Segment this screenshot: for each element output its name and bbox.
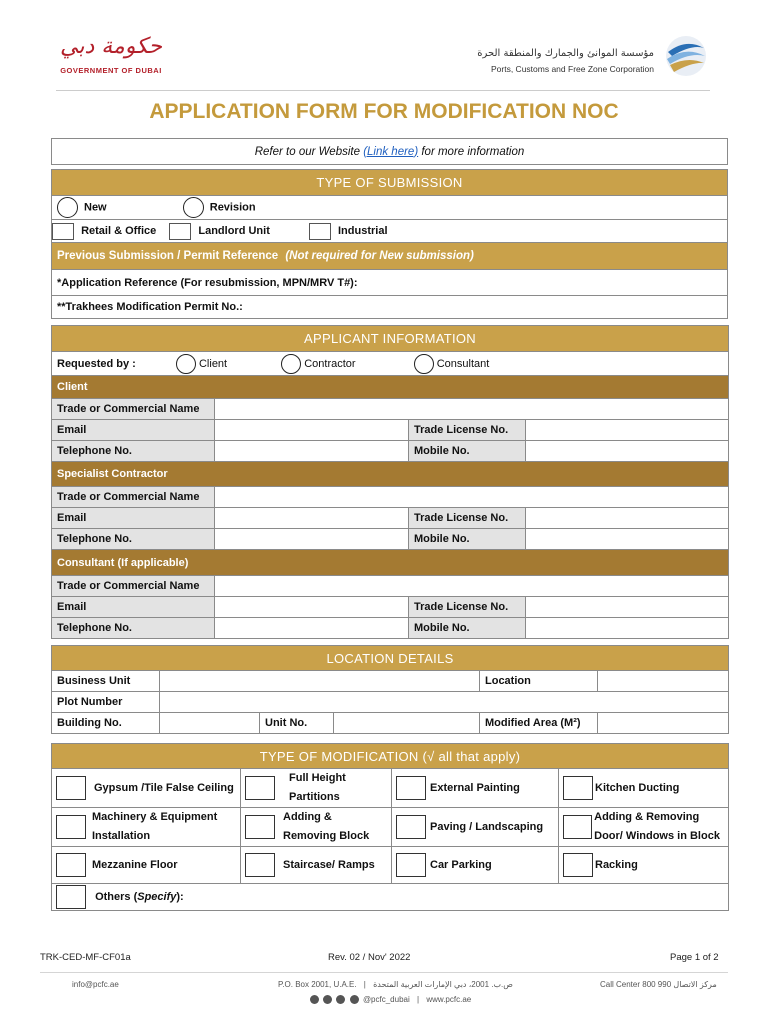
header-divider [56, 90, 710, 91]
new-radio[interactable] [57, 197, 78, 218]
website-note [52, 139, 728, 165]
unit-no-input[interactable] [334, 713, 480, 734]
twitter-icon[interactable] [323, 995, 332, 1004]
linkedin-icon[interactable] [350, 995, 359, 1004]
footer-social-handle[interactable]: @pcfc_dubai [362, 995, 410, 1004]
machinery-label: Machinery & Equipment Installation [92, 811, 218, 842]
external-painting-checkbox[interactable] [396, 776, 426, 800]
racking-cell [559, 847, 729, 884]
consultant-email-input[interactable] [215, 597, 409, 618]
modification-table [51, 743, 729, 911]
racking-label: Racking [595, 858, 638, 871]
contractor-trade-license-input[interactable] [526, 508, 729, 529]
client-trade-name-input[interactable] [215, 399, 729, 420]
pcfc-name-arabic: مؤسسة الموانئ والجمارك والمنطقة الحرة [477, 48, 654, 59]
adding-removing-block-cell [241, 808, 392, 847]
trakhees-permit-field[interactable]: **Trakhees Modification Permit No.: [52, 296, 728, 319]
consultant-trade-name-label: Trade or Commercial Name [52, 576, 215, 597]
landlord-unit-label: Landlord Unit [198, 224, 270, 237]
contractor-mobile-input[interactable] [526, 529, 729, 550]
contractor-mobile-label: Mobile No. [409, 529, 526, 550]
footer-call-center: Call Center 800 990 مركز الاتصال [600, 980, 717, 989]
retail-office-label: Retail & Office [81, 224, 157, 237]
modified-area-input[interactable] [598, 713, 729, 734]
external-painting-cell [392, 769, 559, 808]
consultant-radio-label: Consultant [436, 357, 490, 370]
form-code: TRK-CED-MF-CF01a [40, 952, 131, 963]
mezzanine-cell [52, 847, 241, 884]
adding-removing-door-label: Adding & Removing Door/ Windows in Block [594, 811, 720, 842]
others-checkbox[interactable] [56, 885, 86, 909]
retail-office-checkbox[interactable] [52, 223, 74, 240]
gov-logo-english: GOVERNMENT OF DUBAI [60, 66, 162, 75]
footer-website[interactable]: www.pcfc.ae [426, 995, 472, 1004]
requested-by-label: Requested by : [57, 357, 136, 370]
paving-cell [392, 808, 559, 847]
adding-removing-door-checkbox[interactable] [563, 815, 592, 839]
website-link[interactable]: (Link here) [363, 145, 419, 158]
submission-table [51, 169, 728, 319]
submission-type-row [52, 196, 728, 220]
mezzanine-checkbox[interactable] [56, 853, 86, 877]
gypsum-cell [52, 769, 241, 808]
consultant-telephone-input[interactable] [215, 618, 409, 639]
contractor-email-input[interactable] [215, 508, 409, 529]
kitchen-ducting-checkbox[interactable] [563, 776, 593, 800]
previous-submission-heading [52, 243, 728, 270]
pcfc-logo [470, 30, 710, 80]
application-reference-field[interactable]: *Application Reference (For resubmission, MPN/MRV T#): [52, 270, 728, 296]
gov-logo-arabic: حكومة دبي [60, 34, 162, 59]
footer-separator-2: | [417, 995, 420, 1004]
location-input[interactable] [598, 671, 729, 692]
gypsum-checkbox[interactable] [56, 776, 86, 800]
footer-social [310, 995, 471, 1004]
footer-address [278, 980, 513, 989]
footer-address-en: P.O. Box 2001, U.A.E. [278, 980, 357, 989]
submission-heading: TYPE OF SUBMISSION [52, 170, 728, 196]
website-note-post: for more information [418, 145, 525, 158]
contractor-radio[interactable] [281, 354, 301, 374]
plot-number-label: Plot Number [52, 692, 160, 713]
contractor-telephone-label: Telephone No. [52, 529, 215, 550]
kitchen-ducting-cell [559, 769, 729, 808]
client-radio-label: Client [198, 357, 228, 370]
previous-submission-title: Previous Submission / Permit Reference [57, 250, 279, 262]
category-row [52, 220, 728, 243]
facebook-icon[interactable] [336, 995, 345, 1004]
applicant-table [51, 325, 729, 639]
machinery-checkbox[interactable] [56, 815, 86, 839]
business-unit-label: Business Unit [52, 671, 160, 692]
location-label: Location [480, 671, 598, 692]
contractor-trade-name-label: Trade or Commercial Name [52, 487, 215, 508]
full-height-cell [241, 769, 392, 808]
full-height-label: Full Height Partitions [289, 772, 346, 803]
machinery-cell [52, 808, 241, 847]
staircase-cell [241, 847, 392, 884]
industrial-checkbox[interactable] [309, 223, 331, 240]
footer-divider [40, 972, 728, 973]
client-mobile-label: Mobile No. [409, 441, 526, 462]
website-note-table [51, 138, 728, 165]
racking-checkbox[interactable] [563, 853, 593, 877]
government-of-dubai-logo [56, 32, 166, 80]
revision-radio[interactable] [183, 197, 204, 218]
staircase-checkbox[interactable] [245, 853, 275, 877]
gypsum-label: Gypsum /Tile False Ceiling [94, 781, 234, 794]
adding-removing-door-cell [559, 808, 729, 847]
website-note-pre: Refer to our Website [254, 145, 364, 158]
consultant-trade-name-input[interactable] [215, 576, 729, 597]
previous-submission-note: (Not required for New submission) [285, 250, 474, 262]
client-trade-license-label: Trade License No. [409, 420, 526, 441]
consultant-radio[interactable] [414, 354, 434, 374]
footer-email[interactable]: info@pcfc.ae [72, 980, 119, 989]
client-telephone-input[interactable] [215, 441, 409, 462]
adding-removing-block-checkbox[interactable] [245, 815, 275, 839]
staircase-label: Staircase/ Ramps [283, 858, 375, 871]
adding-removing-block-label: Adding & Removing Block [283, 811, 370, 842]
client-radio[interactable] [176, 354, 196, 374]
client-section-header: Client [52, 376, 729, 399]
contractor-trade-license-label: Trade License No. [409, 508, 526, 529]
contractor-email-label: Email [52, 508, 215, 529]
page-number: Page 1 of 2 [670, 952, 719, 963]
others-specify: Specify [137, 890, 177, 903]
consultant-trade-license-label: Trade License No. [409, 597, 526, 618]
client-email-label: Email [52, 420, 215, 441]
consultant-mobile-input[interactable] [526, 618, 729, 639]
business-unit-input[interactable] [160, 671, 480, 692]
revision-info: Rev. 02 / Nov' 2022 [328, 952, 411, 963]
kitchen-ducting-label: Kitchen Ducting [595, 781, 680, 794]
landlord-unit-checkbox[interactable] [169, 223, 191, 240]
location-heading: LOCATION DETAILS [52, 646, 729, 671]
modified-area-label: Modified Area (M²) [480, 713, 598, 734]
consultant-mobile-label: Mobile No. [409, 618, 526, 639]
plot-number-input[interactable] [160, 692, 729, 713]
full-height-checkbox[interactable] [245, 776, 275, 800]
car-parking-cell [392, 847, 559, 884]
contractor-radio-label: Contractor [304, 357, 356, 370]
requested-by-row [52, 352, 729, 376]
others-label: Others ( [95, 890, 138, 903]
contractor-telephone-input[interactable] [215, 529, 409, 550]
applicant-heading: APPLICANT INFORMATION [52, 326, 729, 352]
consultant-telephone-label: Telephone No. [52, 618, 215, 639]
others-label-end: ): [176, 890, 184, 903]
modification-heading: TYPE OF MODIFICATION (√ all that apply) [52, 744, 729, 769]
client-email-input[interactable] [215, 420, 409, 441]
car-parking-checkbox[interactable] [396, 853, 426, 877]
revision-label: Revision [209, 201, 256, 214]
building-no-label: Building No. [52, 713, 160, 734]
new-label: New [84, 201, 107, 214]
consultant-section-header: Consultant (If applicable) [52, 550, 729, 576]
paving-label: Paving / Landscaping [430, 820, 544, 833]
consultant-trade-license-input[interactable] [526, 597, 729, 618]
building-no-input[interactable] [160, 713, 260, 734]
others-cell [52, 884, 729, 911]
car-parking-label: Car Parking [430, 858, 492, 871]
location-table [51, 645, 729, 734]
unit-no-label: Unit No. [260, 713, 334, 734]
mezzanine-label: Mezzanine Floor [92, 858, 178, 871]
consultant-email-label: Email [52, 597, 215, 618]
page-title: APPLICATION FORM FOR MODIFICATION NOC [149, 100, 619, 123]
client-trade-license-input[interactable] [526, 420, 729, 441]
pcfc-globe-icon [662, 32, 710, 80]
footer-address-ar: ص.ب. 2001، دبي الإمارات العربية المتحدة [373, 980, 513, 989]
client-telephone-label: Telephone No. [52, 441, 215, 462]
contractor-section-header: Specialist Contractor [52, 462, 729, 487]
pcfc-name-english: Ports, Customs and Free Zone Corporation [491, 64, 654, 74]
footer-separator: | [363, 980, 366, 989]
client-trade-name-label: Trade or Commercial Name [52, 399, 215, 420]
instagram-icon[interactable] [310, 995, 319, 1004]
external-painting-label: External Painting [430, 781, 520, 794]
industrial-label: Industrial [338, 224, 388, 237]
paving-checkbox[interactable] [396, 815, 426, 839]
contractor-trade-name-input[interactable] [215, 487, 729, 508]
client-mobile-input[interactable] [526, 441, 729, 462]
